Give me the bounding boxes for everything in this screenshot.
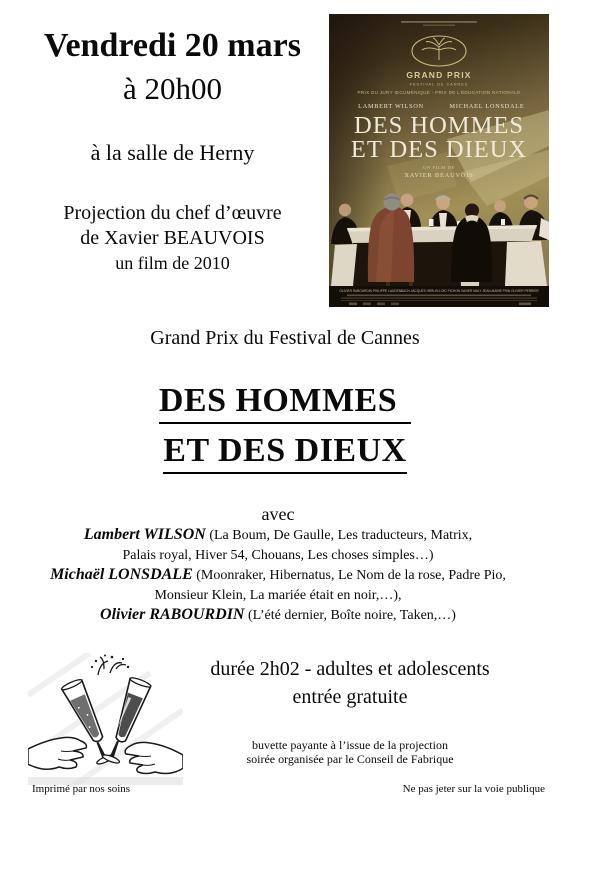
note-buvette: buvette payante à l’issue de la projection	[252, 738, 448, 752]
cast-intro: avec	[261, 504, 295, 524]
poster-actor-right: MICHAEL LONSDALE	[449, 103, 525, 110]
projection-block	[0, 201, 345, 276]
poster-title-line2: ET DES DIEUX	[350, 136, 528, 163]
award-line: Grand Prix du Festival de Cannes	[150, 327, 420, 349]
poster-actor-left: LAMBERT WILSON	[358, 103, 424, 110]
time-title: à 20h00	[122, 71, 222, 106]
cast-line: Monsieur Klein, La mariée était en noir,…),	[154, 588, 402, 603]
left-hand	[28, 737, 86, 769]
svg-text:OLIVIER RABOURDIN PHILIPPE LAU: OLIVIER RABOURDIN PHILIPPE LAUDENBACH JACQUES HERLIN LOÏC PICHON XAVIER MALY JEAN-MARIE FRIN OLIVIER PERRIER	[339, 289, 539, 293]
footer-no-litter: Ne pas jeter sur la voie publique	[402, 783, 545, 795]
splash	[98, 657, 126, 675]
poster-bottom-credits	[329, 286, 549, 307]
right-hand	[125, 742, 183, 773]
toast-illustration	[28, 653, 183, 788]
film-poster	[329, 14, 549, 307]
poster-floor	[331, 241, 547, 286]
note-soiree: soirée organisée par le Conseil de Fabrique	[246, 752, 454, 766]
venue-line: à la salle de Herny	[90, 140, 255, 165]
projection-line-2: de Xavier BEAUVOIS	[80, 227, 265, 249]
poster-title-line1: DES HOMMES	[354, 112, 524, 139]
footer-printed: Imprimé par nos soins	[32, 783, 131, 795]
cast-line: Palais royal, Hiver 54, Chouans, Les choses simples…)	[122, 548, 434, 563]
cast-line: Michaël LONSDALE (Moonraker, Hibernatus, Le Nom de la rose, Padre Pio,	[50, 566, 506, 583]
cast-line: Lambert WILSON (La Boum, De Gaulle, Les traducteurs, Matrix,	[83, 526, 473, 543]
poster-by-label: UN FILM DE	[423, 165, 455, 170]
champagne-toast-icon	[28, 653, 183, 788]
film-title	[0, 382, 570, 482]
duration-line: durée 2h02 - adultes et adolescents	[210, 658, 490, 680]
poster-director: XAVIER BEAUVOIS	[404, 172, 474, 179]
cast-block	[0, 503, 556, 625]
notes-block	[200, 738, 500, 766]
date-block	[0, 24, 345, 110]
poster-festival: FESTIVAL DE CANNES	[409, 82, 469, 87]
film-title-line2: ET DES DIEUX	[163, 432, 406, 474]
film-title-line1: DES HOMMES	[159, 382, 411, 424]
projection-line-1: Projection du chef d’œuvre	[63, 202, 282, 224]
entry-line: entrée gratuite	[292, 686, 408, 708]
duration-block	[200, 655, 500, 711]
poster-prizes: PRIX DU JURY ŒCUMÉNIQUE - PRIX DE L’ÉDUCATION NATIONALE	[357, 90, 521, 95]
poster-grand-prix: GRAND PRIX	[406, 70, 472, 80]
projection-line-3: un film de 2010	[115, 253, 230, 273]
poster-top-credits-bar	[401, 21, 477, 23]
cast-line: Olivier RABOURDIN (L’été dernier, Boîte noire, Taken,…)	[100, 606, 456, 623]
date-title: Vendredi 20 mars	[44, 27, 301, 64]
film-poster-art	[329, 14, 549, 307]
